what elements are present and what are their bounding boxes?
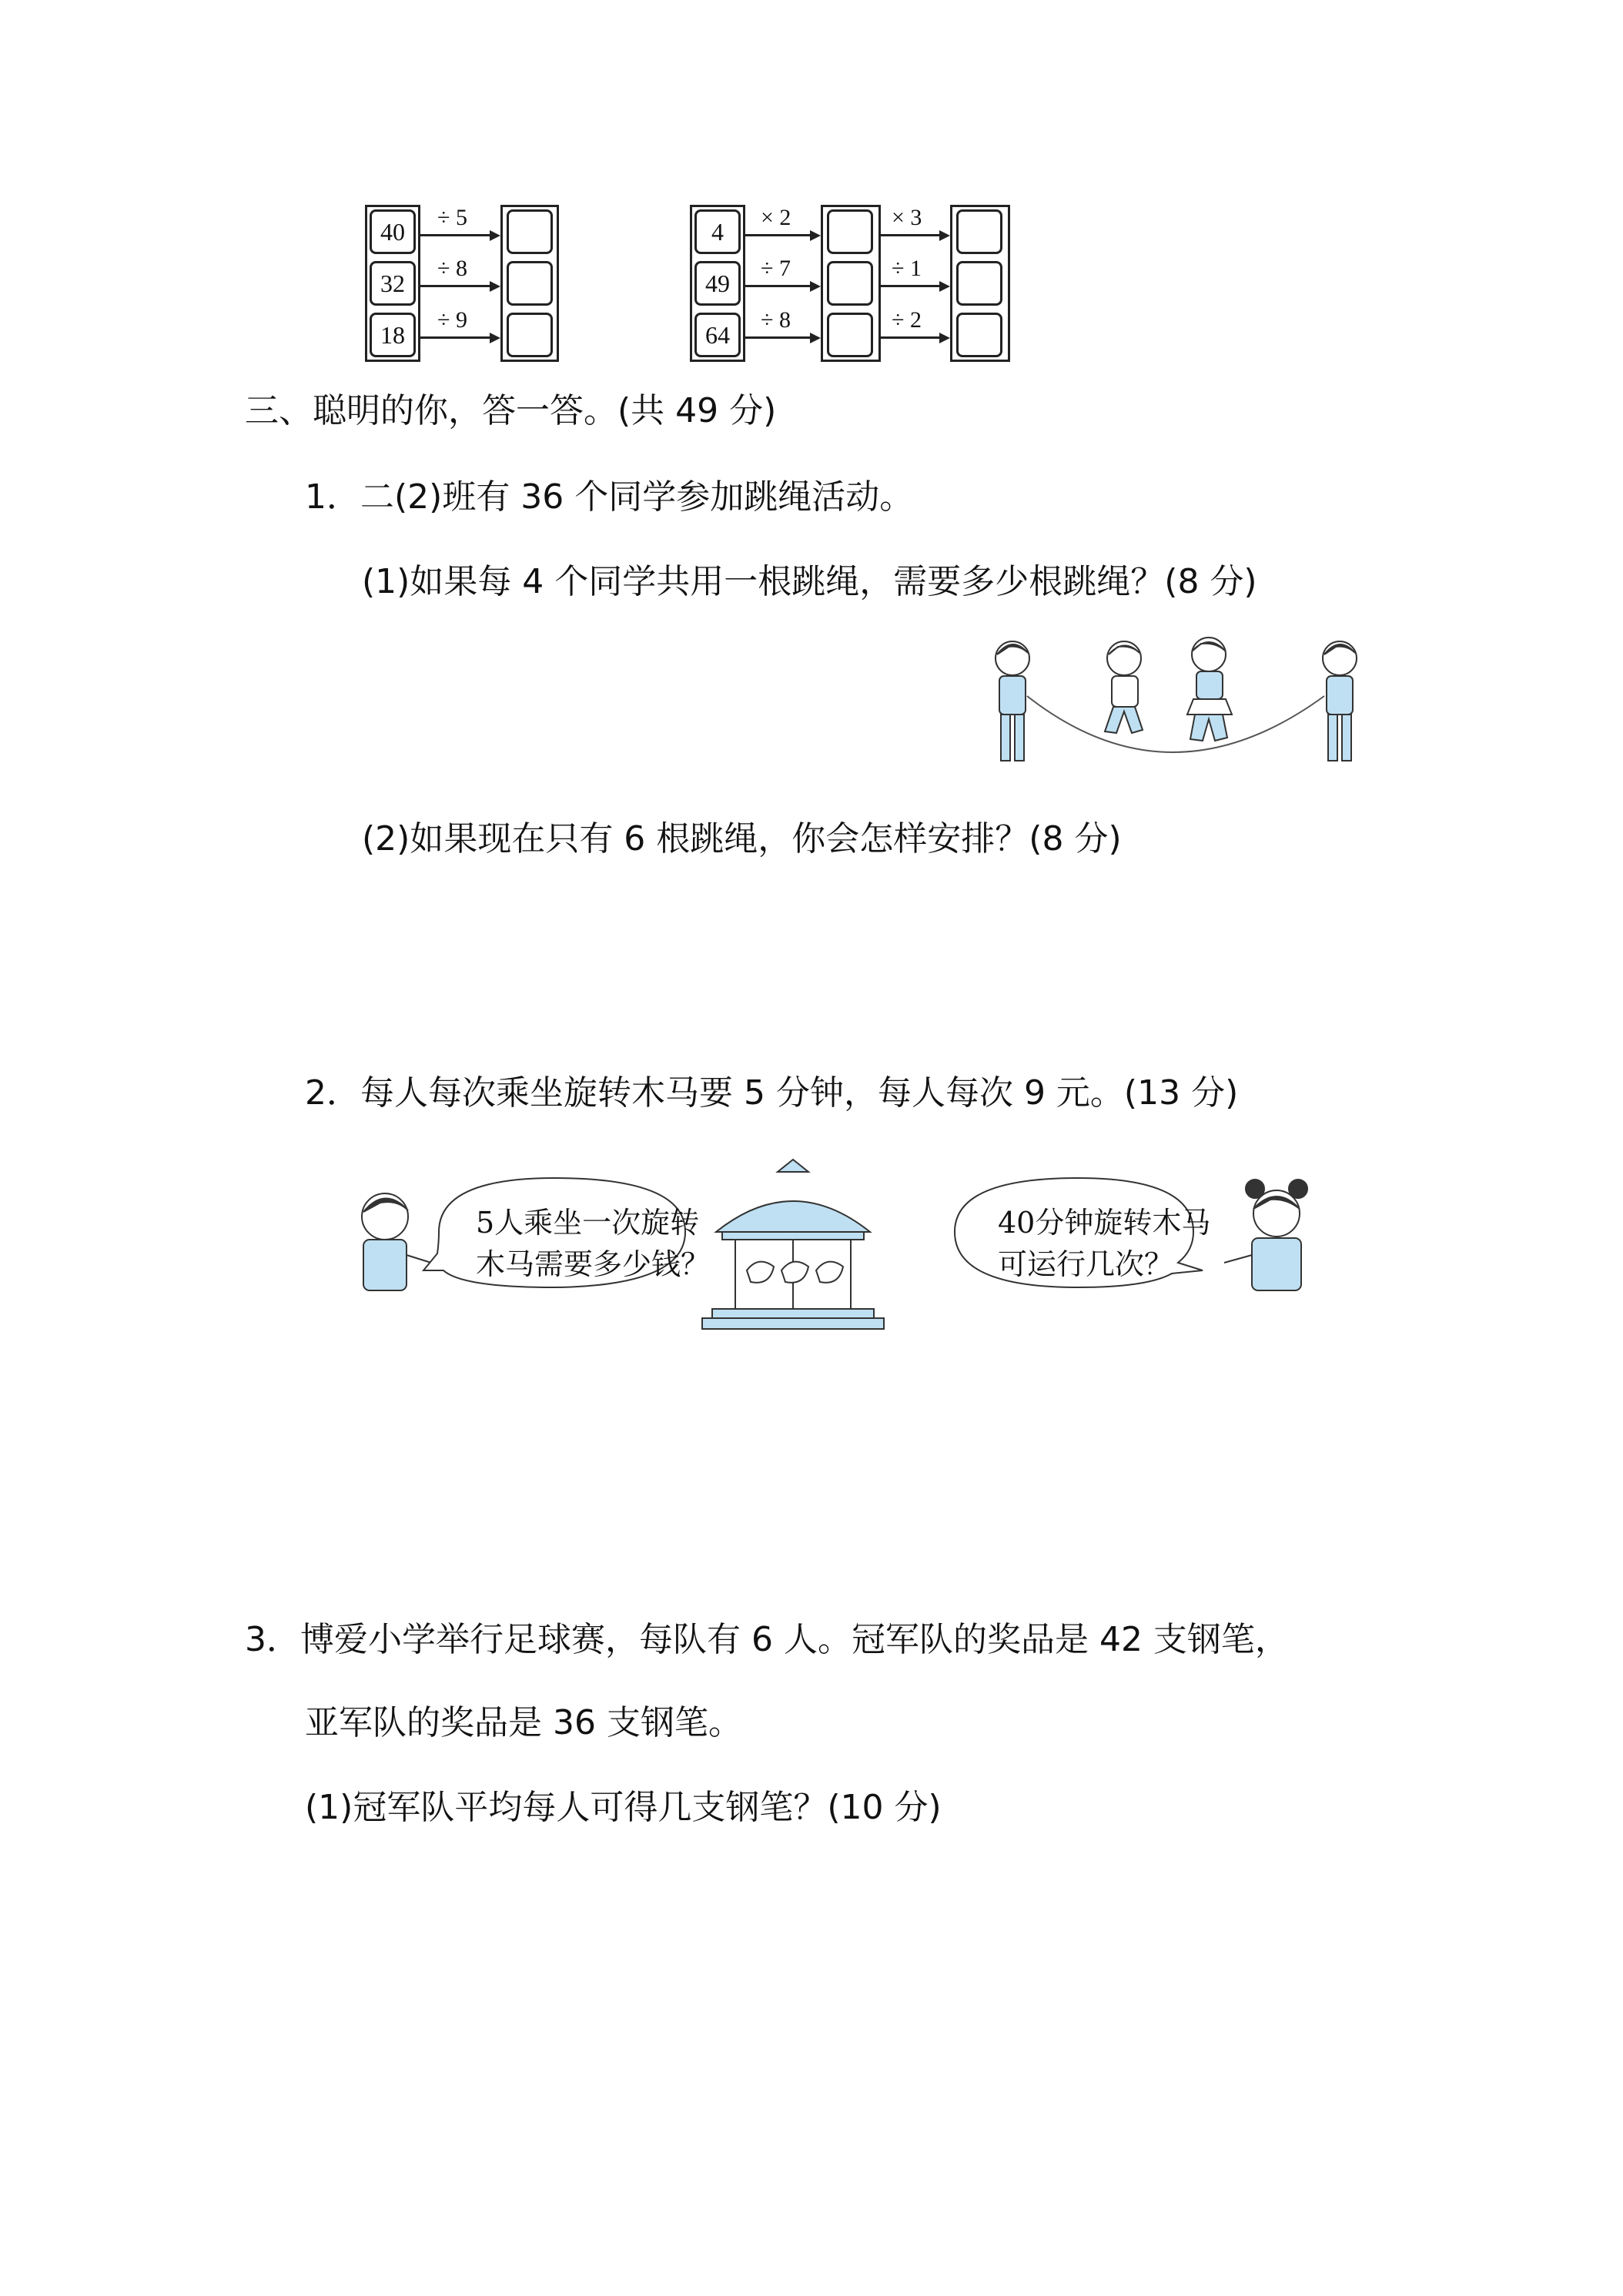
input-cell: 18	[370, 313, 416, 357]
answer-box[interactable]	[956, 313, 1002, 357]
jump-rope-illustration	[978, 631, 1386, 785]
input-cell: 64	[694, 313, 741, 357]
operation-label: ÷ 8	[437, 256, 467, 281]
input-cell: 40	[370, 209, 416, 254]
arrow-icon	[420, 285, 497, 287]
question-1-stem: 1．二(2)班有 36 个同学参加跳绳活动。	[305, 477, 914, 517]
operation-label: × 3	[892, 205, 922, 230]
speech-bubble-right-line-1: 40分钟旋转木马	[998, 1206, 1211, 1240]
section-heading: 三、聪明的你，答一答。(共 49 分)	[245, 391, 777, 430]
speech-bubble-left-line-2: 木马需要多少钱？	[476, 1247, 711, 1281]
answer-box[interactable]	[507, 313, 553, 357]
operation-label: ÷ 1	[892, 256, 922, 281]
speech-bubble-right-line-2: 可运行几次？	[998, 1247, 1174, 1281]
arrow-icon	[881, 234, 947, 236]
operation-label: ÷ 8	[761, 307, 791, 333]
answer-box[interactable]	[827, 313, 873, 357]
speech-bubble-left-line-1: 5人乘坐一次旋转	[476, 1206, 700, 1240]
question-2-stem: 2．每人每次乘坐旋转木马要 5 分钟，每人每次 9 元。(13 分)	[305, 1073, 1239, 1113]
arrow-icon	[745, 336, 818, 339]
arrow-icon	[420, 234, 497, 236]
question-3-stem-line-2: 亚军队的奖品是 36 支钢笔。	[305, 1703, 742, 1742]
arrow-icon	[745, 285, 818, 287]
operation-label: ÷ 2	[892, 307, 922, 333]
question-3-part-1: (1)冠军队平均每人可得几支钢笔？(10 分)	[305, 1788, 942, 1827]
question-1-part-1: (1)如果每 4 个同学共用一根跳绳，需要多少根跳绳？(8 分)	[362, 562, 1257, 601]
arrow-icon	[881, 336, 947, 339]
arrow-icon	[420, 336, 497, 339]
input-cell: 4	[694, 209, 741, 254]
operation-label: ÷ 9	[437, 307, 467, 333]
answer-box[interactable]	[507, 261, 553, 306]
input-cell: 32	[370, 261, 416, 306]
answer-box[interactable]	[827, 261, 873, 306]
question-1-part-2: (2)如果现在只有 6 根跳绳，你会怎样安排？(8 分)	[362, 819, 1122, 858]
answer-box[interactable]	[827, 209, 873, 254]
operation-label: × 2	[761, 205, 791, 230]
flow-diagram-left	[365, 205, 581, 363]
flow-diagram-right	[690, 205, 1029, 363]
input-cell: 49	[694, 261, 741, 306]
operation-label: ÷ 5	[437, 205, 467, 230]
arrow-icon	[745, 234, 818, 236]
answer-box[interactable]	[956, 261, 1002, 306]
question-3-stem-line-1: 3．博爱小学举行足球赛，每队有 6 人。冠军队的奖品是 42 支钢笔，	[245, 1620, 1289, 1659]
answer-box[interactable]	[507, 209, 553, 254]
arrow-icon	[881, 285, 947, 287]
operation-label: ÷ 7	[761, 256, 791, 281]
answer-box[interactable]	[956, 209, 1002, 254]
